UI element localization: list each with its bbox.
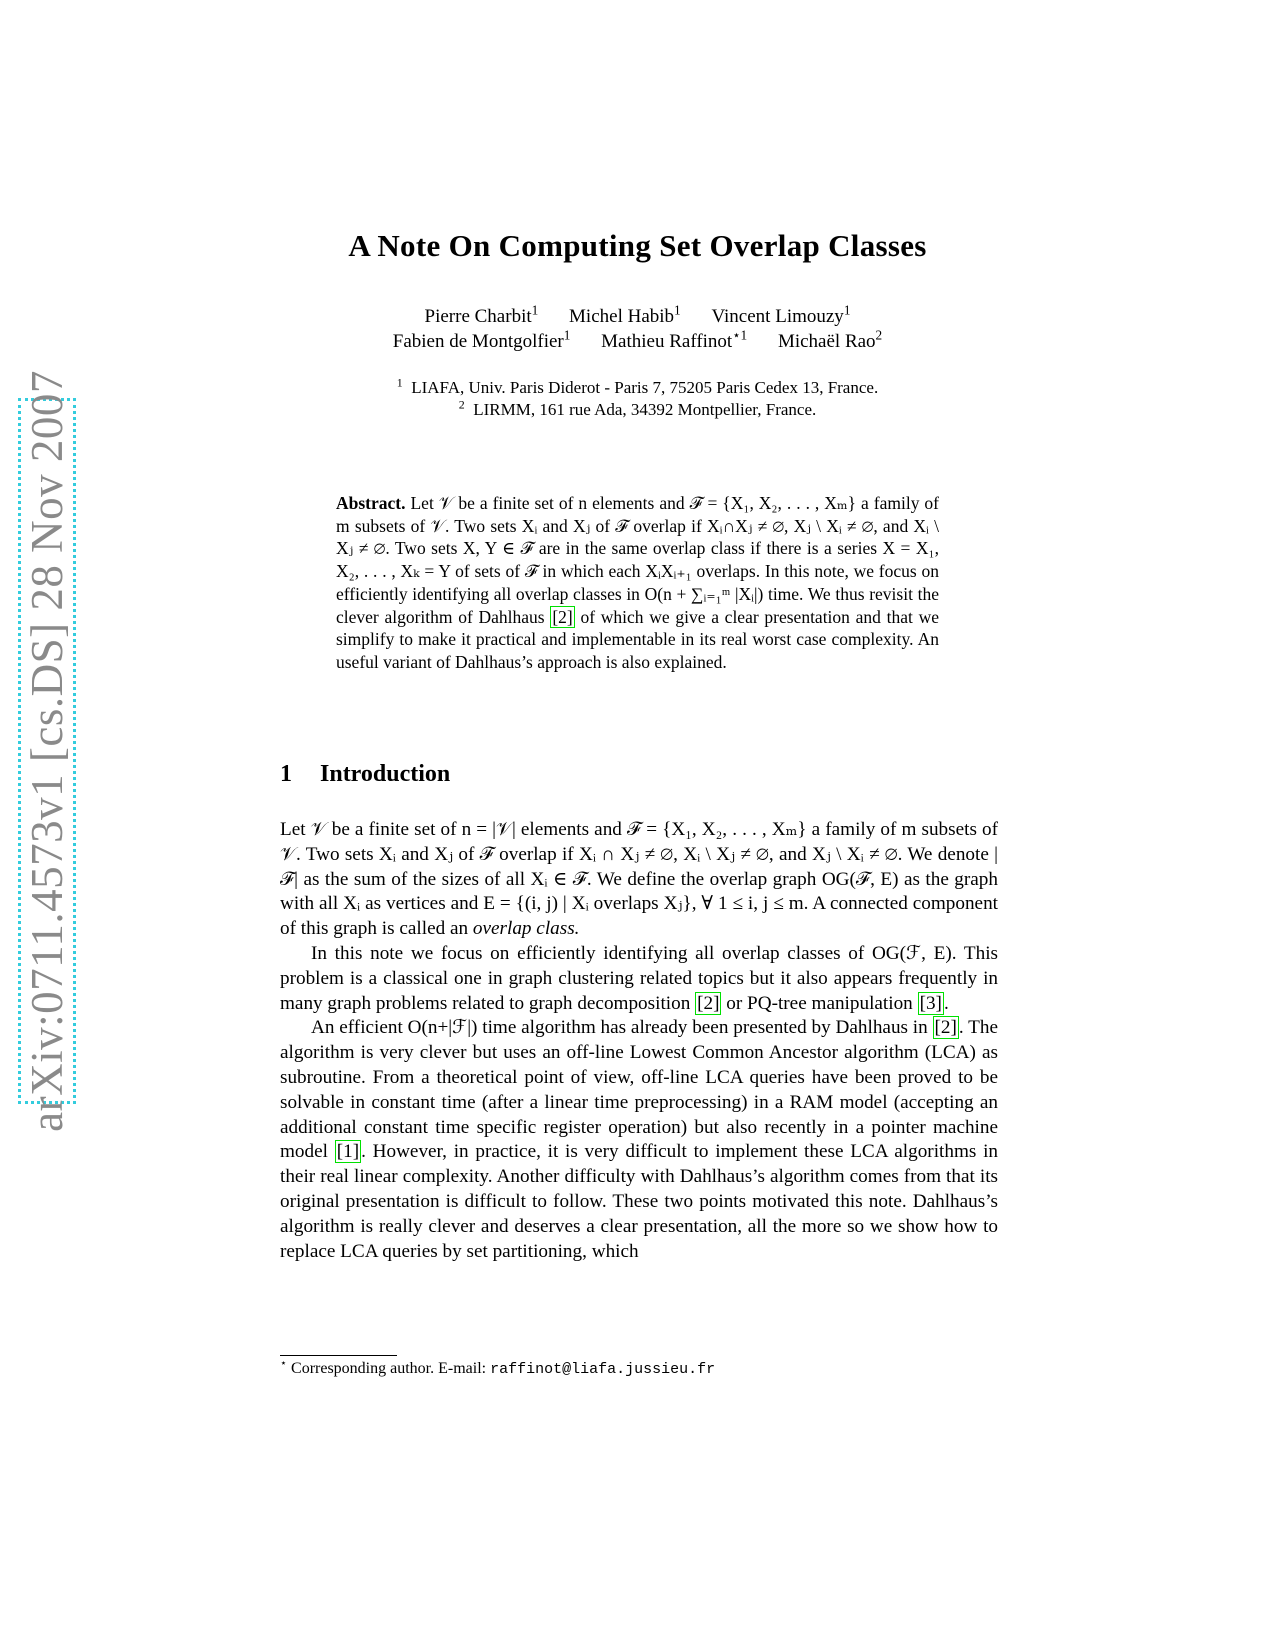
author: Vincent Limouzy$^1$ [711,302,851,327]
author: Michaël Rao$^2$ [777,327,883,352]
paragraph: In this note we focus on efficiently identifying all overlap classes of OG(ℱ, E). This problem is a classical one in graph clustering related topics but it also appears frequently in many graph problems related to graph decomposition [2] or PQ-tree manipulation [3] . [280,942,998,1014]
footnote-rule [280,1355,397,1356]
affiliation-1: $^1$ LIAFA, Univ. Paris Diderot - Paris 7, 75205 Paris Cedex 13, France. [396,375,879,397]
citation-link[interactable]: [3] [919,992,942,1014]
paragraph: Let 𝒱 be a finite set of n = |𝒱| elements and ℱ = {X₁, X₂, . . . , Xₘ} a family of m subsets of 𝒱. Two sets Xᵢ and Xⱼ of ℱ overlap if Xᵢ ∩ Xⱼ ≠ ∅, Xᵢ \ Xⱼ ≠ ∅, and Xⱼ \ Xᵢ ≠ ∅. We denote |ℱ| as the sum of the sizes of all Xᵢ ∈ ℱ. We define the overlap graph OG(ℱ, E) as the graph with all Xᵢ as vertices and E = {(i, j) | Xᵢ overlaps Xⱼ}, ∀ 1 ≤ i, j ≤ m. A connected component of this graph is called an overlap class. [280,819,998,940]
footnote: ⋆ Corresponding author. E-mail: raffinot@liafa.jussieu.fr [280,1357,716,1378]
arxiv-identifier[interactable]: arXiv:0711.4573v1 [cs.DS] 28 Nov 2007 [22,370,72,1132]
author-line-1 [0,302,1275,328]
section-heading: 1 Introduction [280,761,451,787]
email-link[interactable]: raffinot@liafa.jussieu.fr [490,1361,716,1378]
author-line-2 [0,327,1275,353]
introduction-body [280,818,998,1264]
affiliation-2: $^2$ LIRMM, 161 rue Ada, 34392 Montpellier, France. [458,397,817,419]
citation-link[interactable]: [2] [697,992,720,1014]
author: Pierre Charbit$^1$ [424,302,539,327]
abstract-label: Abstract. [336,493,406,513]
paper-title: A Note On Computing Set Overlap Classes [348,228,927,263]
author: Fabien de Montgolfier$^1$ [392,327,571,352]
citation-link[interactable]: [1] [336,1141,360,1163]
author: Mathieu Raffinot$^{⋆1}$ [601,327,748,352]
citation-link[interactable]: [2] [552,606,573,627]
arxiv-stamp [18,370,76,1132]
author: Michel Habib$^1$ [569,302,681,327]
paragraph: An efficient O(n+|ℱ|) time algorithm has already been presented by Dahlhaus in [2] . The algorithm is very clever but uses an off-line Lowest Common Ancestor algorithm (LCA) as subroutine. From a theoretical point of view, off-line LCA queries have been proved to be solvable in constant time (after a linear time preprocessing) in a RAM model (accepting an additional constant time specific register operation) but also recently in a pointer machine model [1] . However, in practice, it is very difficult to implement these LCA algorithms in their real linear complexity. Another difficulty with Dahlhaus’s algorithm comes from that its original presentation is difficult to follow. These two points motivated this note. Dahlhaus’s algorithm is really clever and deserves a clear presentation, all the more so we show how to replace LCA queries by set partitioning, which [280,1017,999,1262]
citation-link[interactable]: [2] [934,1017,957,1039]
abstract: Abstract. Let 𝒱 be a finite set of n elements and ℱ = {X₁, X₂, . . . , Xₘ} a family of m subsets of 𝒱. Two sets Xᵢ and Xⱼ of ℱ overlap if Xᵢ∩Xⱼ ≠ ∅, Xⱼ \ Xᵢ ≠ ∅, and Xᵢ \ Xⱼ ≠ ∅. Two sets X, Y ∈ ℱ are in the same overlap class if there is a series X = X₁, X₂, . . . , Xₖ = Y of sets of ℱ in which each XᵢXᵢ₊₁ overlaps. In this note, we focus on efficiently identifying all overlap classes in O(n + ∑ᵢ₌₁ᵐ |Xᵢ|) time. We thus revisit the clever algorithm of Dahlhaus [2] of which we give a clear presentation and that we simplify to make it practical and implementable in its real worst case complexity. An useful variant of Dahlhaus’s approach is also explained. [336,493,940,672]
